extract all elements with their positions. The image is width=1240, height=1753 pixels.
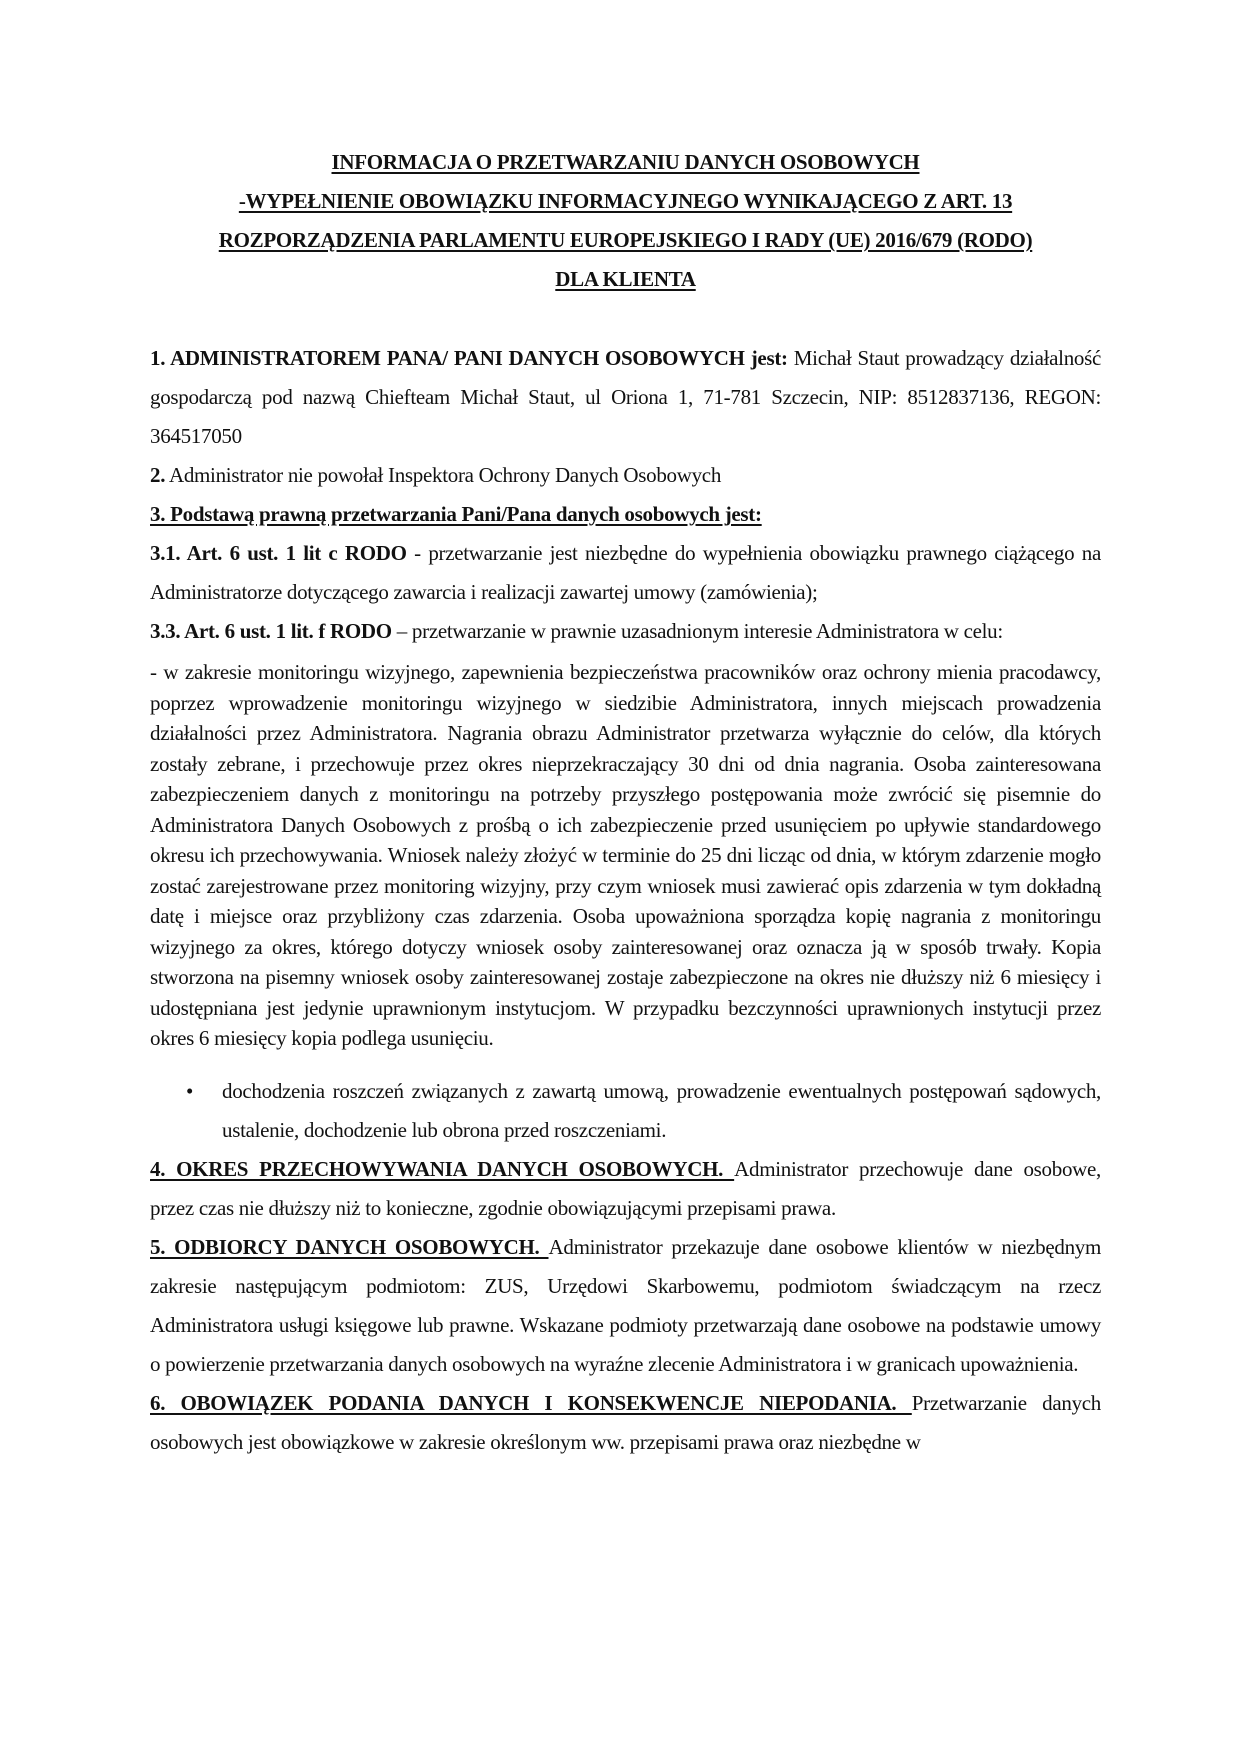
section-2-inspector bbox=[150, 456, 1101, 495]
section-3-3-label: 3.3. Art. 6 ust. 1 lit. f RODO bbox=[150, 619, 392, 643]
section-4-text: Administrator przechowuje dane osobowe, przez czas nie dłuższy niż to konieczne, zgodnie obowiązującymi przepisami prawa. bbox=[150, 1156, 1101, 1220]
section-4-retention bbox=[150, 1150, 1101, 1228]
title-line-1: INFORMACJA O PRZETWARZANIU DANYCH OSOBOWYCH bbox=[331, 150, 920, 174]
section-5-heading: 5. ODBIORCY DANYCH OSOBOWYCH. bbox=[150, 1234, 549, 1259]
section-1-heading: 1. ADMINISTRATOREM PANA/ PANI DANYCH OSOBOWYCH jest: bbox=[150, 346, 788, 370]
section-3-3-text: – przetwarzanie w prawnie uzasadnionym interesie Administratora w celu: bbox=[391, 619, 1003, 643]
section-5-recipients bbox=[150, 1228, 1101, 1384]
spacer bbox=[150, 299, 1101, 339]
section-3-1-text: - przetwarzanie jest niezbędne do wypełnienia obowiązku prawnego ciążącego na Administratorze dotyczącego zawarcia i realizacji zawartej umowy (zamówienia); bbox=[150, 541, 1102, 604]
section-3-heading: 3. Podstawą prawną przetwarzania Pani/Pana danych osobowych jest: bbox=[150, 502, 762, 526]
bullet-text: dochodzenia roszczeń związanych z zawartą umową, prowadzenie ewentualnych postępowań sądowych, ustalenie, dochodzenie lub obrona przed roszczeniami. bbox=[222, 1078, 1101, 1142]
section-2-number: 2. bbox=[150, 463, 166, 487]
section-1-text: Michał Staut prowadzący działalność gospodarczą pod nazwą Chiefteam Michał Staut, ul Oriona 1, 71-781 Szczecin, NIP: 8512837136, REGON: 364517050 bbox=[150, 346, 1101, 448]
title-line-3: ROZPORZĄDZENIA PARLAMENTU EUROPEJSKIEGO I RADY (UE) 2016/679 (RODO) bbox=[218, 228, 1033, 252]
section-6-heading: 6. OBOWIĄZEK PODANIA DANYCH I KONSEKWENCJE NIEPODANIA. bbox=[150, 1390, 912, 1415]
section-3-1 bbox=[150, 534, 1101, 612]
list-item bbox=[150, 1072, 1101, 1150]
bullet-icon: • bbox=[186, 1078, 194, 1103]
section-3-1-label: 3.1. Art. 6 ust. 1 lit c RODO bbox=[150, 541, 407, 565]
section-1-administrator bbox=[150, 339, 1101, 456]
title-line-4: DLA KLIENTA bbox=[555, 267, 696, 291]
monitoring-paragraph: - w zakresie monitoringu wizyjnego, zapewnienia bezpieczeństwa pracowników oraz ochrony mienia pracodawcy, poprzez wprowadzenie monitoringu wizyjnego w siedzibie Administratora, innych miejscach prowadzenia działalności przez Administratora. Nagrania obrazu Administrator przetwarza wyłącznie do celów, dla których zostały zebrane, i przechowuje przez okres nieprzekraczający 30 dni od dnia nagrania. Osoba zainteresowana zabezpieczeniem danych z monitoringu na potrzeby przyszłego postępowania może zwrócić się pisemnie do Administratora Danych Osobowych z prośbą o ich zabezpieczenie przed usunięciem po upływie standardowego okresu ich przechowywania. Wniosek należy złożyć w terminie do 25 dni licząc od dnia, w którym zdarzenie mogło zostać zarejestrowane przez monitoring wizyjny, przy czym wniosek musi zawierać opis zdarzenia w tym dokładną datę i miejsce oraz przybliżony czas zdarzenia. Osoba upoważniona sporządza kopię nagrania z monitoringu wizyjnego za okres, którego dotyczy wniosek osoby zainteresowanej oraz oznacza ją w sposób trwały. Kopia stworzona na pisemny wniosek osoby zainteresowanej zostaje zabezpieczone na okres nie dłuższy niż 6 miesięcy i udostępniana jest jedynie uprawnionym instytucjom. W przypadku bezczynności uprawnionych instytucji przez okres 6 miesięcy kopia podlega usunięciu. bbox=[150, 660, 1101, 1050]
section-2-text: Administrator nie powołał Inspektora Ochrony Danych Osobowych bbox=[165, 463, 722, 487]
document-title bbox=[150, 143, 1101, 299]
section-3-3 bbox=[150, 612, 1101, 651]
section-4-heading: 4. OKRES PRZECHOWYWANIA DANYCH OSOBOWYCH. bbox=[150, 1156, 735, 1181]
title-line-2: -WYPEŁNIENIE OBOWIĄZKU INFORMACYJNEGO WYNIKAJĄCEGO Z ART. 13 bbox=[238, 189, 1013, 213]
section-5-text: Administrator przekazuje dane osobowe klientów w niezbędnym zakresie następującym podmiotom: ZUS, Urzędowi Skarbowemu, podmiotom świadczącym na rzecz Administratora usługi księgowe lub prawne. Wskazane podmioty przetwarzają dane osobowe na podstawie umowy o powierzenie przetwarzania danych osobowych na wyraźne zlecenie Administratora i w granicach upoważnienia. bbox=[150, 1234, 1102, 1376]
section-3-legal-basis bbox=[150, 495, 1101, 534]
section-6-text: Przetwarzanie danych osobowych jest obowiązkowe w zakresie określonym ww. przepisami prawa oraz niezbędne w bbox=[150, 1390, 1102, 1454]
document-content bbox=[150, 143, 1101, 1462]
section-6-obligation bbox=[150, 1384, 1101, 1462]
